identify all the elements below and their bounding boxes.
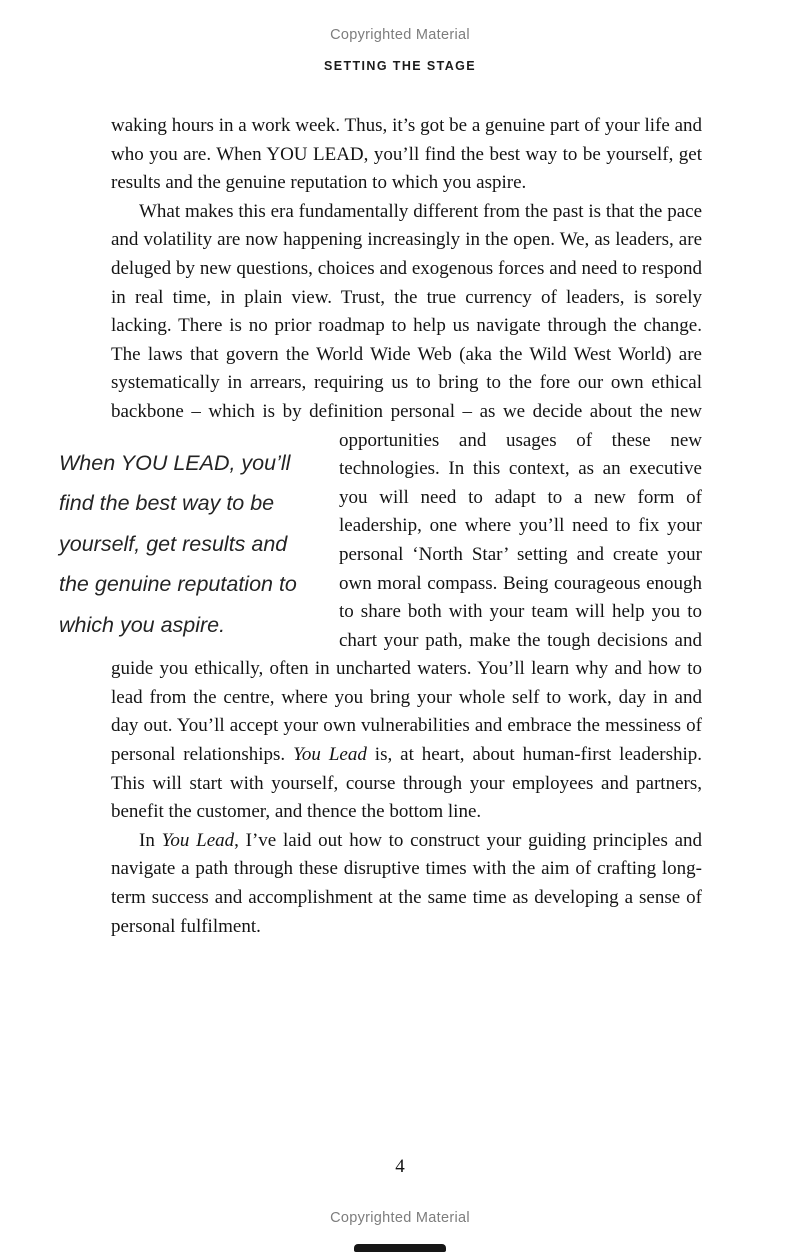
running-header: SETTING THE STAGE [323, 59, 477, 73]
page-number: 4 [395, 1156, 405, 1177]
body-text [59, 112, 703, 941]
paragraph-text: In [139, 829, 162, 851]
paragraph-text: is, at heart, about human-first leadership. This will start with yourself, course through your employees and partners, benefit the customer, and thence the bottom line. [111, 744, 703, 823]
book-title-italic: You Lead [161, 829, 235, 851]
book-title-italic: You Lead [293, 744, 367, 766]
paragraph-text: What makes this era fundamentally different from the past is that the pace and volatility are now happening increasingly in the open. We, as leaders, are deluged by new questions, choices and exogenous forces and need to respond in real time, in plain view. Trust, the true currency of leaders, is sorely lacking. There is no prior roadmap to help us navigate through the change. The laws that govern the World Wide Web (aka the Wild West World) are systematically in arrears, requiring us to bring to the fore our own ethical backbone – which is by definition personal – as we decide about the new opportunities and usages of these new [111, 200, 702, 451]
pull-quote: When YOU LEAD, you’ll find the best way to be yourself, get results and the genuine reputation to which you aspire. [59, 450, 297, 637]
paragraph-2 [59, 198, 703, 827]
bottom-bar [354, 1244, 446, 1252]
paragraph-1 [111, 112, 702, 198]
paragraph-text: waking hours in a work week. Thus, it’s got be a genuine part of your life and who you are. When YOU LEAD, you’ll find the best way to be yourself, get results and the genuine reputation to which you aspire. [111, 115, 702, 194]
copyright-notice-top: Copyrighted Material [330, 27, 470, 43]
paragraph-text: technologies. In this context, as an executive you will need to adapt to a new form of leadership, one where you’ll need to fix your personal ‘North Star’ setting and create your own moral compass. Being courageous enough to share both with your team will help you to chart your path, make the tough decisions and guide you ethically, often in uncharted waters. You’ll learn why and how to lead from the centre, where you bring your whole self to work, day in and day out. You’ll accept your own vulnerabilities and embrace the messiness of personal relationships. [111, 458, 702, 766]
paragraph-3 [111, 827, 702, 941]
paragraph-text: , I’ve laid out how to construct your guiding principles and navigate a path through these disruptive times with the aim of crafting long-term success and accomplishment at the same time as developing a sense of personal fulfilment. [111, 829, 703, 937]
copyright-notice-bottom: Copyrighted Material [330, 1210, 470, 1226]
